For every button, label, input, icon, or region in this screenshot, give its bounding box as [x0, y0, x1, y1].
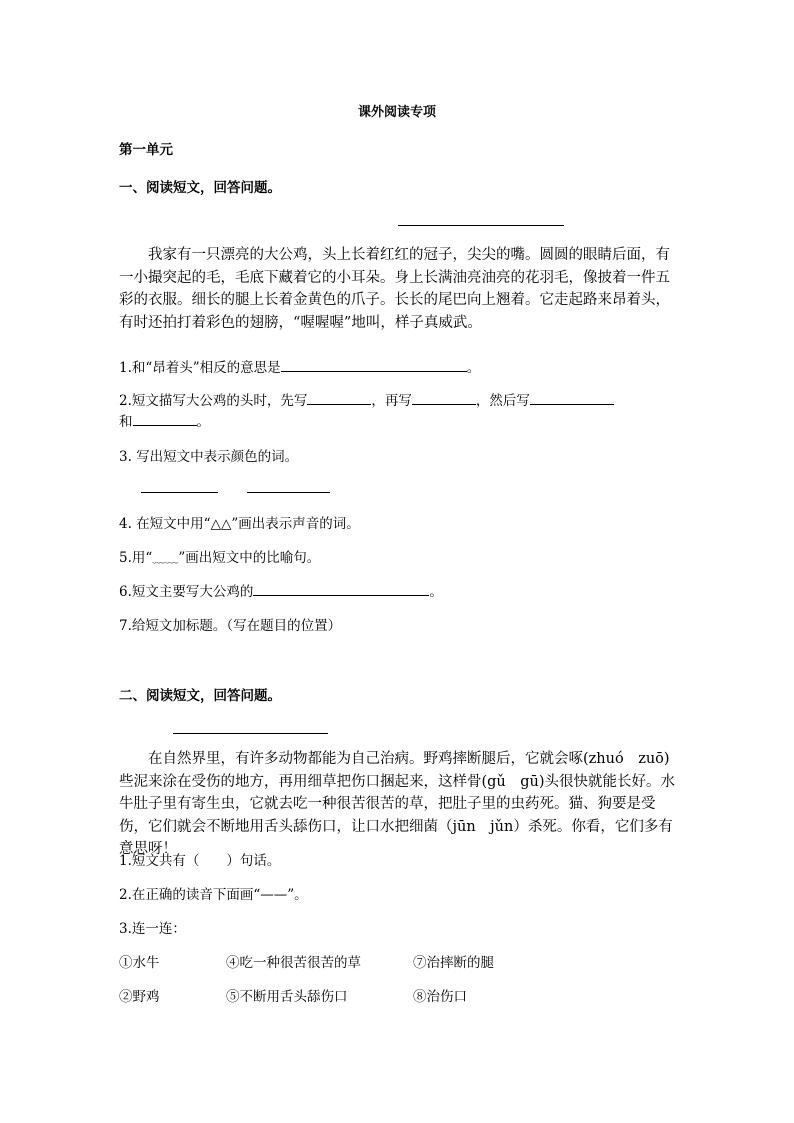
section1-question-5 — [119, 546, 320, 566]
question-text: ，再写 — [371, 393, 412, 409]
match-item: ②野鸡 — [119, 989, 160, 1005]
section1-heading: 一、阅读短文，回答问题。 — [119, 180, 281, 196]
wavy-line-mark: ﹏﹏ — [152, 551, 179, 566]
section1-question-4: 4. 在短文中用“△△”画出表示声音的词。 — [119, 516, 360, 532]
answer-blank — [530, 390, 614, 405]
section1-question-1 — [119, 356, 480, 376]
match-item: ⑧治伤口 — [413, 989, 467, 1005]
question-text: ，然后写 — [475, 393, 530, 409]
section2-passage: 在自然界里，有许多动物都能为自己治病。野鸡摔断腿后，它就会啄(zhuó zuō)些泥来涂在受伤的地方，再用细草把伤口捆起来，这样骨(gǔ gū)头很快就能长好。水牛肚子里有寄生虫，它就去吃一种很苦很苦的草，把肚子里的虫药死。猫、狗要是受伤，它们就会不断地用舌头舔伤口，让口水把细菌（jūn jǔn）杀死。你看，它们多有意思呀！ — [119, 751, 676, 857]
question-end: 。 — [466, 360, 481, 376]
match-item: ①水牛 — [119, 955, 160, 971]
answer-blank — [133, 411, 197, 426]
page-title: 课外阅读专项 — [357, 105, 436, 120]
question-text: 2.短文描写大公鸡的头时，先写 — [119, 393, 308, 409]
section1-question-3: 3. 写出短文中表示颜色的词。 — [119, 449, 299, 465]
section1-question-7: 7.给短文加标题。（写在题目的位置） — [119, 618, 342, 634]
section2-question-1: 1.短文共有（ ）句话。 — [119, 853, 281, 869]
unit-heading: 第一单元 — [119, 142, 173, 158]
section1-title-blank — [398, 225, 564, 226]
answer-blank — [253, 581, 429, 596]
question-end: 。 — [196, 414, 210, 430]
question-text: 1.和“昂着头”相反的意思是 — [119, 360, 281, 376]
question-text: 5.用“ — [119, 550, 153, 566]
section1-question-6 — [119, 580, 443, 600]
match-item: ⑤不断用舌头舔伤口 — [226, 989, 348, 1005]
section2-title-blank — [173, 733, 328, 734]
question-text: ”画出短文中的比喻句。 — [178, 550, 321, 566]
answer-blank — [307, 390, 371, 405]
question-text: 和 — [119, 414, 133, 430]
section1-question-2-cont — [119, 410, 210, 430]
answer-blank-color-2 — [247, 492, 330, 493]
match-item: ④吃一种很苦很苦的草 — [226, 955, 361, 971]
section2-heading: 二、阅读短文，回答问题。 — [119, 688, 281, 704]
answer-blank-color-1 — [141, 492, 218, 493]
section1-question-2 — [119, 389, 614, 409]
section2-question-2: 2.在正确的读音下面画“——”。 — [119, 887, 308, 903]
question-text: 6.短文主要写大公鸡的 — [119, 584, 254, 600]
section1-passage: 我家有一只漂亮的大公鸡，头上长着红红的冠子，尖尖的嘴。圆圆的眼睛后面，有一小撮突起的毛，毛底下藏着它的小耳朵。身上长满油亮油亮的花羽毛，像披着一件五彩的衣服。细长的腿上长着金黄色的爪子。长长的尾巴向上翘着。它走起路来昂着头，有时还拍打着彩色的翅膀，“喔喔喔”地叫，样子真威武。 — [119, 247, 670, 331]
section2-question-3: 3.连一连： — [119, 921, 186, 937]
answer-blank — [281, 357, 467, 372]
question-end: 。 — [429, 584, 443, 600]
match-item: ⑦治摔断的腿 — [413, 955, 494, 971]
answer-blank — [412, 390, 476, 405]
